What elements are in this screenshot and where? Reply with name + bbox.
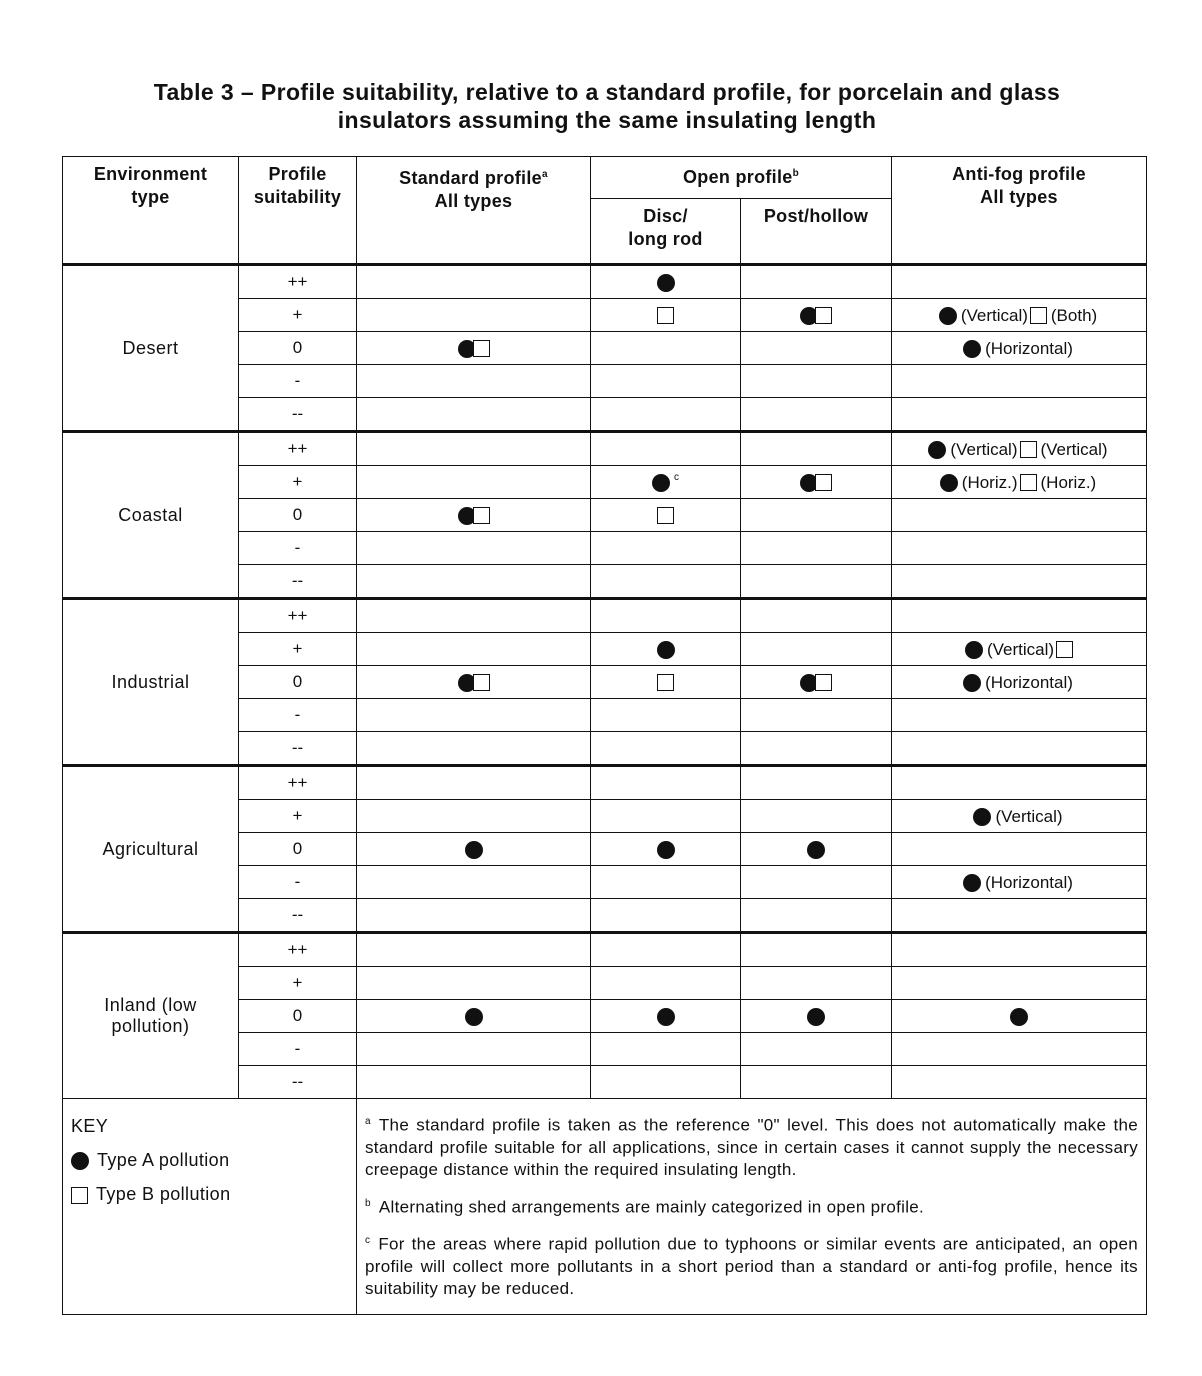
table-row <box>63 766 1147 800</box>
type-a-dot-icon <box>963 674 981 692</box>
type-a-dot-icon <box>71 1152 89 1170</box>
header-environment-type: Environment type <box>63 157 239 265</box>
level-cell: -- <box>239 732 357 766</box>
cell-desert-disc-pp <box>591 265 741 299</box>
header-antifog-profile: Anti-fog profile All types <box>892 157 1147 265</box>
footnote-c: $^c$ For the areas where rapid pollution due to typhoons or similar events are anticipated, an open profile will collect more pollutants in a short period than a standard or anti-fog profile, hence its suitability may be reduced. <box>365 1234 1138 1298</box>
type-a-dot-icon <box>963 874 981 892</box>
level-cell: - <box>239 699 357 732</box>
cell-industrial-antifog-plus: (Vertical) <box>892 633 1147 666</box>
footnotes <box>357 1099 1147 1315</box>
level-cell: 0 <box>239 1000 357 1033</box>
type-a-dot-icon <box>657 1008 675 1026</box>
table-row <box>63 432 1147 466</box>
type-a-dot-icon <box>657 274 675 292</box>
cell-industrial-disc-plus <box>591 633 741 666</box>
cell-coastal-disc-zero <box>591 499 741 532</box>
header-post-hollow: Post/hollow <box>741 199 892 265</box>
level-cell: 0 <box>239 666 357 699</box>
type-b-square-icon <box>815 474 832 491</box>
type-a-dot-icon <box>657 641 675 659</box>
table-title <box>60 78 1154 134</box>
cell-agri-antifog-plus: (Vertical) <box>892 800 1147 833</box>
table-title-line-1: Table 3 – Profile suitability, relative to a standard profile, for porcelain and glass <box>153 79 1061 105</box>
level-cell: 0 <box>239 499 357 532</box>
key-notes-row <box>63 1099 1147 1315</box>
type-a-dot-icon <box>1010 1008 1028 1026</box>
cell-agri-antifog-minus: (Horizontal) <box>892 866 1147 899</box>
level-cell: - <box>239 1033 357 1066</box>
header-standard-profile: Standard profile$^a$ All types <box>357 157 591 265</box>
type-a-dot-icon <box>807 1008 825 1026</box>
level-cell: + <box>239 633 357 666</box>
header-profile-suitability: Profile suitability <box>239 157 357 265</box>
cell-coastal-antifog-pp: (Vertical) (Vertical) <box>892 432 1147 466</box>
header-disc-long-rod: Disc/ long rod <box>591 199 741 265</box>
footnote-b: $^b$ Alternating shed arrangements are mainly categorized in open profile. <box>365 1197 925 1217</box>
level-cell: -- <box>239 899 357 933</box>
type-b-square-icon <box>657 307 674 324</box>
type-b-square-icon <box>473 507 490 524</box>
type-a-dot-icon <box>657 841 675 859</box>
env-desert: Desert <box>63 265 239 432</box>
cell-inland-antifog-zero <box>892 1000 1147 1033</box>
level-cell: ++ <box>239 933 357 967</box>
level-cell: -- <box>239 1066 357 1099</box>
cell-desert-antifog-plus: (Vertical) (Both) <box>892 299 1147 332</box>
table-row <box>63 933 1147 967</box>
level-cell: 0 <box>239 833 357 866</box>
level-cell: ++ <box>239 265 357 299</box>
env-agricultural: Agricultural <box>63 766 239 933</box>
type-a-dot-icon <box>465 1008 483 1026</box>
type-b-square-icon <box>1030 307 1047 324</box>
cell-inland-post-zero <box>741 1000 892 1033</box>
type-a-dot-icon <box>973 808 991 826</box>
level-cell: ++ <box>239 599 357 633</box>
key-type-b: Type B pollution <box>71 1177 348 1211</box>
level-cell: -- <box>239 398 357 432</box>
type-a-dot-icon <box>940 474 958 492</box>
type-a-dot-icon <box>963 340 981 358</box>
type-a-dot-icon <box>939 307 957 325</box>
cell-coastal-disc-plus: c <box>591 466 741 499</box>
cell-desert-post-plus <box>741 299 892 332</box>
profile-suitability-table <box>62 156 1147 1315</box>
cell-industrial-antifog-zero: (Horizontal) <box>892 666 1147 699</box>
type-b-square-icon <box>71 1187 88 1204</box>
type-b-square-icon <box>815 674 832 691</box>
type-b-square-icon <box>473 340 490 357</box>
level-cell: -- <box>239 565 357 599</box>
type-a-dot-icon <box>807 841 825 859</box>
type-a-dot-icon <box>965 641 983 659</box>
table-row <box>63 265 1147 299</box>
type-b-square-icon <box>815 307 832 324</box>
key-title: KEY <box>71 1116 109 1136</box>
type-b-square-icon <box>1020 441 1037 458</box>
level-cell: + <box>239 466 357 499</box>
level-cell: ++ <box>239 432 357 466</box>
cell-agri-post-zero <box>741 833 892 866</box>
level-cell: - <box>239 866 357 899</box>
header-open-profile: Open profile$^b$ <box>591 157 892 199</box>
cell-industrial-standard-zero <box>357 666 591 699</box>
type-b-square-icon <box>1056 641 1073 658</box>
env-inland: Inland (low pollution) <box>63 933 239 1099</box>
cell-industrial-post-zero <box>741 666 892 699</box>
cell-agri-disc-zero <box>591 833 741 866</box>
env-industrial: Industrial <box>63 599 239 766</box>
cell-desert-disc-plus <box>591 299 741 332</box>
cell-coastal-standard-zero <box>357 499 591 532</box>
type-a-dot-icon <box>928 441 946 459</box>
cell-inland-disc-zero <box>591 1000 741 1033</box>
key-legend <box>63 1099 357 1315</box>
level-cell: + <box>239 800 357 833</box>
cell-industrial-disc-zero <box>591 666 741 699</box>
level-cell: 0 <box>239 332 357 365</box>
type-a-dot-icon <box>652 474 670 492</box>
table-row <box>63 599 1147 633</box>
type-b-square-icon <box>473 674 490 691</box>
key-type-a: Type A pollution <box>71 1143 348 1177</box>
cell-desert-antifog-zero: (Horizontal) <box>892 332 1147 365</box>
cell-desert-standard-zero <box>357 332 591 365</box>
level-cell: + <box>239 299 357 332</box>
type-b-square-icon <box>657 507 674 524</box>
level-cell: ++ <box>239 766 357 800</box>
type-b-square-icon <box>1020 474 1037 491</box>
footnote-a: $^a$ The standard profile is taken as the reference "0" level. This does not automatically make the standard profile suitable for all applications, since in certain cases it cannot supply the necessary creepage distance within the required insulating length. <box>365 1115 1138 1179</box>
table-title-line-2: insulators assuming the same insulating length <box>337 107 877 133</box>
type-a-dot-icon <box>465 841 483 859</box>
env-coastal: Coastal <box>63 432 239 599</box>
cell-inland-standard-zero <box>357 1000 591 1033</box>
cell-coastal-antifog-plus: (Horiz.) (Horiz.) <box>892 466 1147 499</box>
cell-agri-standard-zero <box>357 833 591 866</box>
type-b-square-icon <box>657 674 674 691</box>
level-cell: + <box>239 967 357 1000</box>
level-cell: - <box>239 532 357 565</box>
level-cell: - <box>239 365 357 398</box>
cell-coastal-post-plus <box>741 466 892 499</box>
